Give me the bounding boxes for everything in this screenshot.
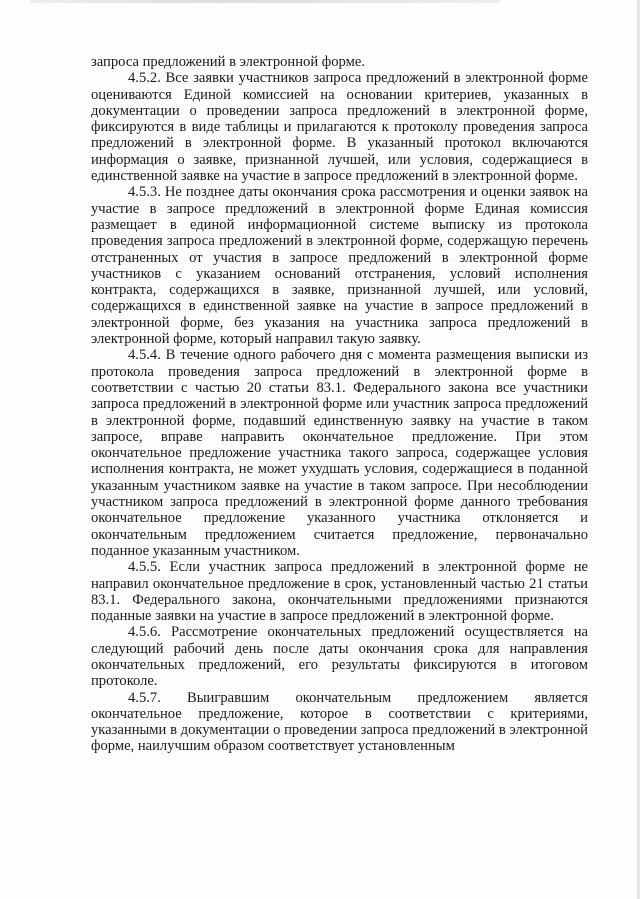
paragraph-4-5-4: 4.5.4. В течение одного рабочего дня с момента размещения выписки из протокола проведения запроса предложений в электронной форме в соответствии с частью 20 статьи 83.1. Федерального закона все участники запроса предложений в электронной форме или участник запроса предложений в электронной форме, подавший единственную заявку на участие в таком запросе, вправе направить окончательное предложение. При этом окончательное предложение участника такого запроса, содержащее условия исполнения контракта, не может ухудшать условия, содержащиеся в поданной указанным участником заявке на участие в таком запросе. При несоблюдении участником запроса предложений в электронной форме данного требования окончательное предложение указанного участника отклоняется и окончательным предложением считается предложение, первоначально поданное указанным участником. — [91, 347, 588, 559]
paragraph-continuation: запроса предложений в электронной форме. — [91, 54, 365, 70]
paragraph-4-5-3: 4.5.3. Не позднее даты окончания срока рассмотрения и оценки заявок на участие в запросе предложений в электронной форме Единая комиссия размещает в единой информационной системе выписку из протокола проведения запроса предложений в электронной форме, содержащую перечень отстраненных от участия в запросе предложений в электронной форме участников с указанием оснований отстранения, условий исполнения контракта, содержащихся в заявке, признанной лучшей, или условий, содержащихся в единственной заявке на участие в запросе предложений в электронной форме, без указания на участника запроса предложений в электронной форме, который направил такую заявку. — [91, 184, 588, 348]
paragraph-4-5-7: 4.5.7. Выигравшим окончательным предложением является окончательное предложение, которое в соответствии с критериями, указанными в документации о проведении запроса предложений в электронной форме, наилучшим образом соответствует установленным — [91, 689, 588, 755]
paragraph-4-5-2: 4.5.2. Все заявки участников запроса предложений в электронной форме оцениваются Единой комиссией на основании критериев, указанных в документации о проведении запроса предложений в электронной форме, фиксируются в виде таблицы и прилагаются к протоколу проведения запроса предложений в электронной форме. В указанный протокол включаются информация о заявке, признанной лучшей, или условия, содержащиеся в единственной заявке на участие в запросе предложений в электронной форме. — [91, 70, 588, 185]
paragraph-4-5-6: 4.5.6. Рассмотрение окончательных предложений осуществляется на следующий рабочий день после даты окончания срока для направления окончательных предложений, его результаты фиксируются в итоговом протоколе. — [91, 624, 588, 690]
scan-edge-top — [30, 0, 500, 3]
document-body — [91, 54, 588, 755]
paragraph-4-5-5: 4.5.5. Если участник запроса предложений в электронной форме не направил окончательное предложение в срок, установленный частью 21 статьи 83.1. Федерального закона, окончательными предложениями признаются поданные заявки на участие в запросе предложений в электронной форме. — [91, 559, 588, 625]
